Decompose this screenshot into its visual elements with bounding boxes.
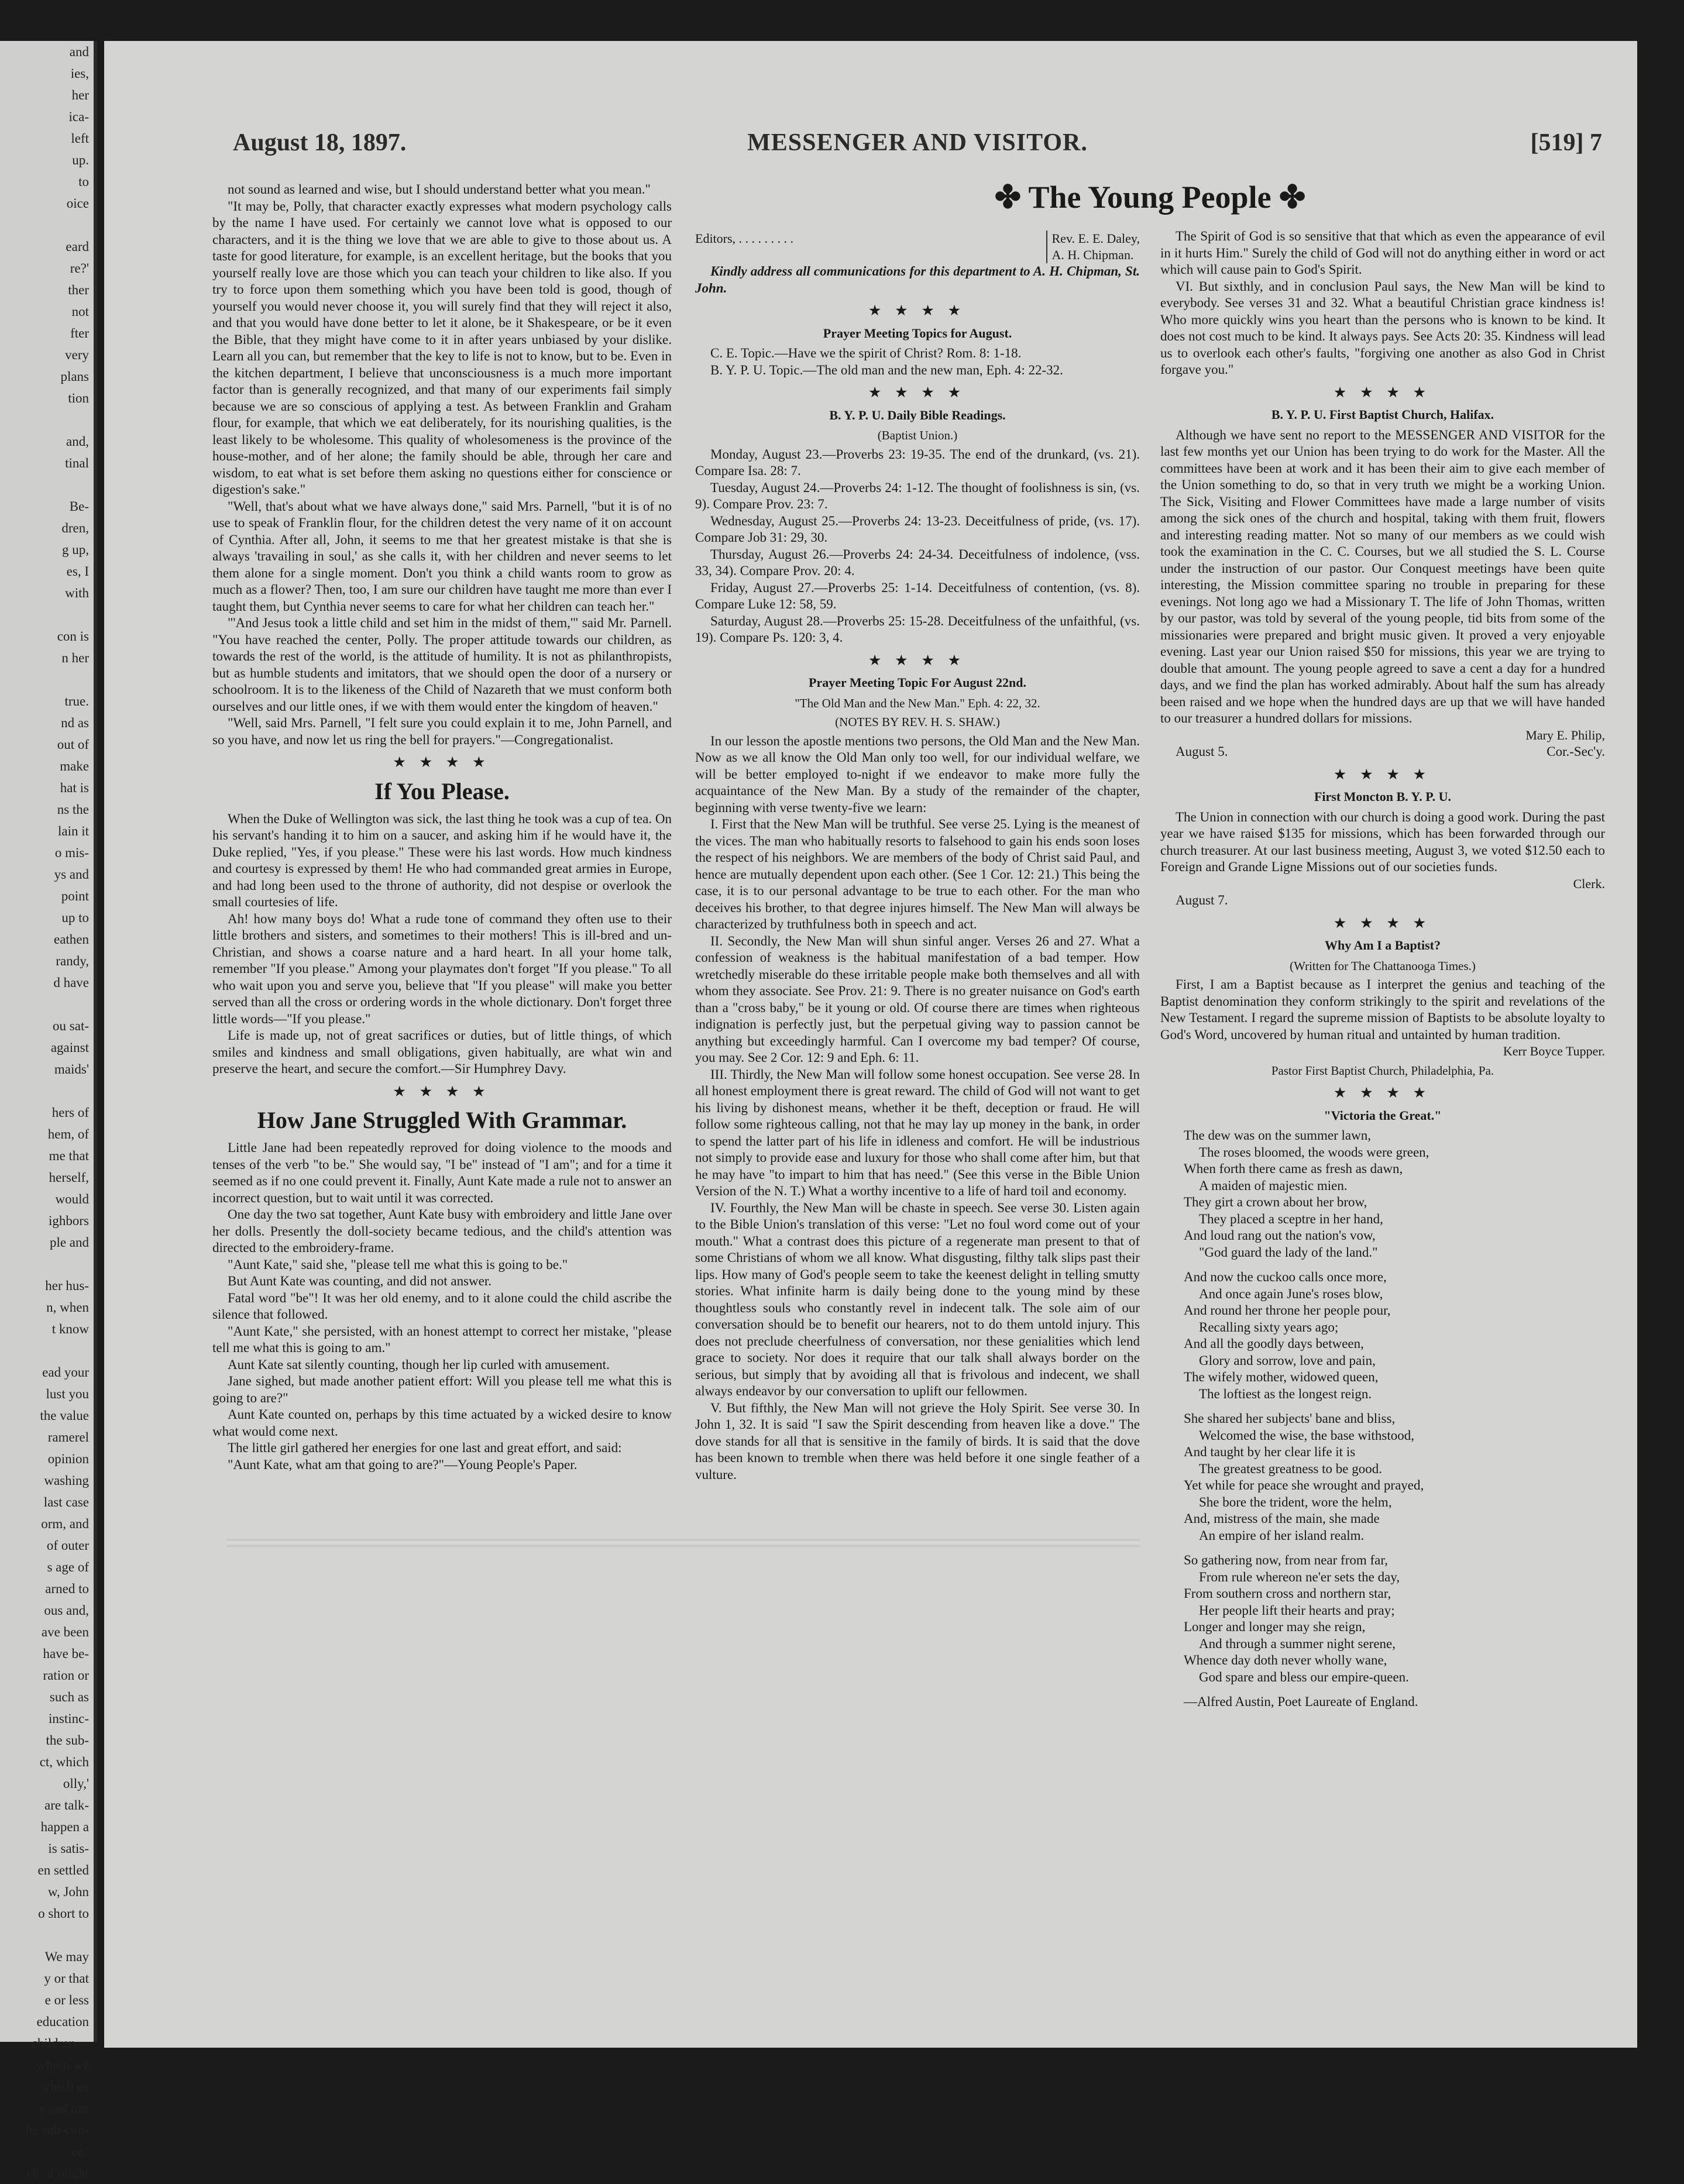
text-fragment: s and our [39, 2101, 89, 2116]
poem-line: So gathering now, from near from far, [1184, 1553, 1388, 1567]
paragraph: But Aunt Kate was counting, and did not answer. [228, 1274, 492, 1288]
text-fragment: en settled [37, 1863, 89, 1877]
text-fragment: out of [57, 737, 89, 752]
text-fragment: ell, it might [26, 2166, 89, 2180]
editor-name: A. H. Chipman. [1051, 247, 1134, 262]
text-fragment: e or less [44, 1993, 89, 2007]
text-fragment: d have [53, 975, 89, 990]
moncton-report-body: The Union in connection with our church is doing a good work. During the past year we have raised $135 for missions, which has been forwarded through our church treasurer. At our last business meeting, August 3, we voted $12.50 each to Foreign and Grande Ligne Missions out of our societies funds. [1160, 809, 1605, 874]
story-continuation [212, 181, 672, 748]
paragraph: Aunt Kate counted on, perhaps by this time actuated by a wicked desire to know what would come next. [212, 1407, 672, 1439]
halifax-report-title: B. Y. P. U. First Baptist Church, Halifax. [1271, 407, 1494, 422]
poem-line: And all the goodly days between, [1184, 1336, 1364, 1351]
text-fragment: point [61, 889, 89, 903]
paragraph: In our lesson the apostle mentions two persons, the Old Man and the New Man. Now as we all know the Old Man only too well, for our individual welfare, we will be better employed to-night if we endeavor to make more fully the acquaintance of the New Man. By a study of the remainder of the chapter, beginning with verse twenty-five we learn: [695, 733, 1140, 815]
poem-line: When forth there came as fresh as dawn, [1184, 1161, 1403, 1176]
topic-notes-byline: (NOTES BY REV. H. S. SHAW.) [835, 715, 1000, 729]
moncton-signature: Clerk. [1573, 876, 1605, 891]
poem-line: They placed a sceptre in her hand, [1199, 1211, 1383, 1226]
text-fragment: ns the [57, 802, 89, 817]
text-fragment: s age of [47, 1560, 89, 1574]
text-fragment: ica- [68, 109, 89, 124]
previous-page-edge [0, 41, 97, 2180]
paragraph: V. But fifthly, the New Man will not grieve the Holy Spirit. See verse 30. In John 1, 32. It is said "I saw the Spirit descending from heaven like a dove." The dove stands for all that is sensitive in the family of birds. It is said that the dove has been known to tremble when there was held before it one single feather of a vulture. [695, 1400, 1140, 1482]
bible-reading: Tuesday, August 24.—Proverbs 24: 1-12. The thought of foolishness is sin, (vs. 9). Compare Prov. 23: 7. [695, 480, 1140, 511]
poem-line: And through a summer night serene, [1199, 1636, 1396, 1651]
halifax-date: August 5. [1176, 744, 1228, 759]
text-fragment: last case [43, 1495, 89, 1509]
text-fragment: g up, [62, 542, 89, 557]
text-fragment [0, 214, 94, 236]
text-fragment: eathen [53, 932, 89, 947]
prayer-topics-list [695, 345, 1140, 379]
article-title-jane-grammar: How Jane Struggled With Grammar. [257, 1107, 627, 1133]
poem-line: The wifely mother, widowed queen, [1184, 1370, 1379, 1384]
paragraph: Aunt Kate sat silently counting, though her lip curled with amusement. [228, 1357, 610, 1372]
text-fragment: true. [64, 694, 89, 708]
text-fragment: very [65, 348, 89, 362]
topic-august-22-body [695, 733, 1140, 1484]
text-fragment: dren, [61, 521, 89, 535]
text-fragment: up. [72, 153, 89, 167]
paragraph: IV. Fourthly, the New Man will be chaste in speech. See verse 30. Listen again to the Bible Union's translation of this verse: "Let no foul word come out of your mouth." What a contrast does this picture of a regenerate man present to that of some Christians of whom we all know. What disgusting, filthy talk slips past their lips. How many of God's people seem to take the keenest delight in telling smutty stories. What infinite harm is daily being done to the young mind by these thoughtless souls who constantly revel in indecent talk. The sole aim of our conversation should be to benefit our hearers, not to do them untold injury. This does not preclude cheerfulness of conversation, nor these genialities which lend grace to society. Nor does it require that our talk shall always border on the serious, but simply that by avoiding all that is frivolous and indecent, we shall always endeavor by our conversation to uplift our fellowmen. [695, 1200, 1140, 1398]
text-fragment: orm, and [41, 1516, 89, 1531]
poem-line: She bore the trident, wore the helm, [1199, 1494, 1392, 1509]
text-fragment: ou sat- [53, 1019, 89, 1033]
paragraph: III. Thirdly, the New Man will follow some honest occupation. See verse 28. In all honest employment there is great reward. The child of God will not want to get his living by dishonest means, whether it be theft, deception or fraud. He will follow some righteous calling, not that he may lay up money in the bank, in order to spend the latter part of his life in idleness and comfort. He will be industrious not simply to provide ease and luxury for those who shall come after him, but that he may have "to impart to him that has need." (See this verse in the Bible Union Version of the N. T.) What a worthy incentive to a life of hard toil and economy. [695, 1067, 1140, 1198]
section-divider: ★ ★ ★ ★ [869, 385, 966, 400]
text-fragment: o short to [38, 1906, 89, 1921]
text-fragment [0, 604, 94, 625]
text-fragment: her hus- [45, 1278, 89, 1293]
column-3 [1160, 228, 1605, 1977]
text-fragment [0, 993, 94, 1015]
article-if-you-please-body [212, 811, 672, 1078]
article-title-if-you-please: If You Please. [374, 778, 510, 804]
text-fragment: ys and [54, 867, 89, 882]
text-fragment: have be- [43, 1646, 89, 1661]
text-fragment: to [78, 174, 89, 189]
why-baptist-signature-title: Pastor First Baptist Church, Philadelphia, Pa. [1271, 1063, 1494, 1078]
newspaper-page [104, 41, 1637, 2048]
poem-line: Recalling sixty years ago; [1199, 1319, 1339, 1335]
moncton-date: August 7. [1176, 893, 1228, 907]
text-fragment: up to [61, 910, 89, 925]
page-header [233, 129, 1602, 164]
text-fragment: washing [44, 1473, 89, 1488]
text-fragment: eard [66, 239, 89, 254]
page-number: [519] 7 [1530, 129, 1602, 156]
text-fragment [0, 409, 94, 431]
paragraph: Ah! how many boys do! What a rude tone of command they often use to their little brothers and sisters, and sometimes to their mothers! This is ill-bred and un-Christian, and shows a coarse nature and a hard heart. In all your home talk, remember "If you please." Among your playmates don't forget "If you please." To all who wait upon you and serve you, believe that "If you please" will make you better served than all the cross or ordering words in the whole dictionary. Don't forget three little words—"If you please." [212, 911, 672, 1026]
poem-line: From southern cross and northern star, [1184, 1586, 1391, 1601]
poem-stanza [1184, 1269, 1605, 1402]
halifax-role: Cor.-Sec'y. [1546, 744, 1605, 759]
poem-line: And, mistress of the main, she made [1184, 1511, 1380, 1526]
text-fragment: y or that [44, 1971, 89, 1986]
bible-readings-subtitle: (Baptist Union.) [877, 428, 958, 442]
poem-line: The dew was on the summer lawn, [1184, 1128, 1372, 1143]
poem-line: And loud rang out the nation's vow, [1184, 1228, 1376, 1243]
text-fragment: ther [68, 283, 89, 297]
paragraph: "Aunt Kate, what am that going to are?"—Young People's Paper. [228, 1457, 578, 1472]
text-fragment: fter [70, 326, 89, 341]
text-fragment: ple and [49, 1235, 89, 1250]
text-fragment: the value [40, 1408, 89, 1423]
paragraph: "Well, that's about what we have always done," said Mrs. Parnell, "but it is of no use to speak of Franklin flour, for the children detest the very name of it on account of Cynthia. After all, John, it seems to me that her greatest mistake is that she is always 'travailing in soul,' as she calls it, with her children and never seems to let them alone for a single moment. Don't you think a child wants room to grow as much as a flower? Then, too, I am sure our children have taught me more than ever I taught them, but Cynthia never seems to care for what her children can teach her." [212, 498, 672, 614]
section-divider: ★ ★ ★ ★ [1334, 384, 1431, 400]
bible-readings-list [695, 446, 1140, 646]
text-fragment: such as [49, 1690, 89, 1704]
section-divider: ★ ★ ★ ★ [1334, 1085, 1431, 1100]
text-fragment: opinion [47, 1452, 89, 1466]
bible-reading: Friday, August 27.—Proverbs 25: 1-14. Deceitfulness of contention, (vs. 8). Compare Luke 12: 58, 59. [695, 580, 1140, 611]
poem-line: And taught by her clear life it is [1184, 1444, 1356, 1459]
poem-line: She shared her subjects' bane and bliss, [1184, 1411, 1396, 1426]
text-fragment: instinc- [49, 1711, 89, 1726]
text-fragment: ous and, [44, 1603, 89, 1618]
bible-reading: Wednesday, August 25.—Proverbs 24: 13-23. Deceitfulness of pride, (vs. 17). Compare Job 31: 29, 30. [695, 513, 1140, 545]
paragraph: "Well, said Mrs. Parnell, "I felt sure you could explain it to me, John Parnell, and so you have, and now let us ring the bell for prayers."—Congregationalist. [212, 716, 672, 747]
text-fragment: her [71, 88, 89, 102]
poem-attribution: —Alfred Austin, Poet Laureate of England. [1184, 1694, 1418, 1709]
text-fragment: n her [61, 651, 89, 665]
text-fragment: of outer [46, 1538, 89, 1553]
text-fragment: me that [49, 1148, 89, 1163]
bible-reading: Saturday, August 28.—Proverbs 25: 15-28. Deceitfulness of the unfaithful, (vs. 19). Compare Ps. 120: 3, 4. [695, 613, 1140, 645]
poem-line: "God guard the lady of the land." [1199, 1244, 1378, 1260]
poem-line: From rule whereon ne'er sets the day, [1199, 1569, 1400, 1584]
text-fragment: hat is [60, 780, 89, 795]
text-fragment: which us [40, 2079, 89, 2094]
paragraph: not sound as learned and wise, but I should understand better what you mean." [228, 182, 651, 197]
text-fragment: the sub- [46, 1733, 89, 1748]
text-fragment: o mis- [54, 845, 89, 860]
text-fragment: es, I [66, 564, 89, 579]
text-fragment: ies, [70, 66, 89, 81]
text-fragment [0, 474, 94, 496]
text-fragment: t know [51, 1322, 89, 1336]
paragraph: "Aunt Kate," she persisted, with an honest attempt to correct her mistake, "please tell me what this is going to am." [212, 1323, 672, 1355]
halifax-signature: Mary E. Philip, [1525, 727, 1605, 742]
text-fragment: and [69, 44, 89, 59]
bible-reading: Thursday, August 26.—Proverbs 24: 24-34. Deceitfulness of indolence, (vss. 33, 34). Compare Prov. 20: 4. [695, 546, 1140, 578]
bible-readings-title: B. Y. P. U. Daily Bible Readings. [829, 407, 1006, 422]
text-fragment: tion [68, 391, 89, 405]
why-baptist-body: First, I am a Baptist because as I interpret the genius and teaching of the Baptist denomination they conform strikingly to the spirit and revelations of the New Testament. I regard the supreme mission of Baptists to be absolute loyalty to God's Word, uncovered by human ritual and untainted by human tradition. [1160, 977, 1605, 1042]
text-fragment: arned to [45, 1581, 89, 1596]
text-fragment: ave been [41, 1625, 89, 1639]
paragraph: Fatal word "be"! It was her old enemy, and to it alone could the child ascribe the silence that followed. [212, 1290, 672, 1322]
editors-line [695, 231, 1140, 263]
poem-line: And now the cuckoo calls once more, [1184, 1270, 1387, 1284]
bible-reading: Monday, August 23.—Proverbs 23: 19-35. The end of the drunkard, (vs. 21). Compare Isa. 28: 7. [695, 446, 1140, 478]
text-fragment: lust you [46, 1387, 89, 1401]
text-fragment [0, 1080, 94, 1102]
paragraph: "It may be, Polly, that character exactly expresses what modern psychology calls by the name I have used. For certainly we cannot love what is opposed to our characters, and it is the thing we love that we are able to give to those about us. A taste for good literature, for example, is an excellent heritage, but the books that you yourself really love are those which you can teach your children to like also. If you try to force upon them something which you have been told is good, though of yourself you would never choose it, you will surely find that they will reject it also, and that you would have done better to let it alone, be it Shakespeare, or be it even the Bible, that they might have come to it in after years unbiased by your dislike. Learn all you can, but remember that the key to life is not to know, but to be. Even in the kitchen department, I believe that unconsciousness is a much more important factor than is generally recognized, and that many of our experiments fail simply because we are so conscious of applying a test. As between Franklin and Graham flour, for example, that which we eat deliberately, for its nourishing qualities, is the least likely to be wholesome. This quality of wholesomeness is the province of the house-mother, and of her alone; the family should be able, through her care and wisdom, to eat what is set before them asking no questions either for conscience or digestion's sake." [212, 198, 672, 497]
why-baptist-signature: Kerr Boyce Tupper. [1503, 1044, 1605, 1058]
text-fragment: whom we [36, 2058, 89, 2072]
text-fragment: left [71, 131, 89, 146]
text-fragment: ce,' [71, 2144, 89, 2159]
text-fragment: make [60, 759, 89, 773]
text-fragment: are talk- [44, 1798, 89, 1812]
paragraph: One day the two sat together, Aunt Kate busy with embroidery and little Jane over her dolls. Presently the doll-society became tedious, and the child's attention was directed to the embroidery-frame. [212, 1207, 672, 1255]
department-title: ✤ The Young People ✤ [994, 180, 1306, 215]
poem-line: God spare and bless our empire-queen. [1199, 1669, 1409, 1684]
text-fragment: olly,' [63, 1776, 89, 1791]
why-baptist-title: Why Am I a Baptist? [1324, 938, 1441, 952]
poem-title: "Victoria the Great." [1324, 1108, 1442, 1123]
paragraph: When the Duke of Wellington was sick, the last thing he took was a cup of tea. On his servant's handing it to him on a saucer, and asking him if he would have it, the Duke replied, "Yes, if you please." These were his last words. How much kindness and courtesy is expressed by them! He who had commanded great armies in Europe, and had long been used to the throne of authority, did not despise or overlook the small courtesies of life. [212, 811, 672, 909]
text-fragment [0, 669, 94, 690]
text-fragment: hers of [51, 1105, 89, 1120]
text-fragment [0, 1340, 94, 1361]
paragraph: I. First that the New Man will be truthful. See verse 25. Lying is the meanest of the vices. The man who habitually resorts to falsehood to gain his ends soon loses the respect of his neighbors. We are members of the body of Christ said Paul, and hence are mutually dependent upon each other. (See 1 Cor. 12: 21.) This being the case, it is to our personal advantage to be true to each other. For the man who deceives his brother, to that degree injures himself. The New Man will always be characterized by truthfulness both in speech and act. [695, 817, 1140, 931]
text-fragment: against [50, 1040, 89, 1055]
section-divider: ★ ★ ★ ★ [393, 755, 491, 769]
poem-line: The greatest greatness to be good. [1199, 1461, 1382, 1476]
text-fragment: con is [57, 629, 89, 644]
poem-line: Whence day doth never wholly wane, [1184, 1653, 1387, 1667]
text-fragment: w, John [47, 1884, 89, 1899]
poem-line: The loftiest as the longest reign. [1199, 1386, 1372, 1401]
text-fragment: education [36, 2014, 89, 2029]
text-fragment: re?' [70, 261, 89, 276]
paragraph: The little girl gathered her energies for one last and great effort, and said: [228, 1440, 622, 1455]
prayer-topics-title: Prayer Meeting Topics for August. [823, 325, 1012, 341]
halifax-footer [1160, 744, 1605, 761]
text-fragment: tinal [65, 456, 89, 470]
halifax-report-body: Although we have sent no report to the MESSENGER AND VISITOR for the last few months yet our Union has been trying to do work for the Master. All the committees have been at work and it has been their aim to give each member of the Union something to do, so that in very truth we might be a working Union. The Sick, Visiting and Flower Committees have made a large number of visits among the sick ones of the church and hospital, taking with them fruit, flowers and interesting reading matter. Not so many of our members as we could wish took the examination in the C. C. Courses, but we all studied the S. L. Course under the instruction of our pastor. Our Conquest meetings have been quite interesting, the Mission committee sparing no trouble in preparing for these evenings. Not long ago we had a Missionary T. The life of John Thomas, written by our pastor, was told by several of the young people, tid bits from some of the missionaries were prepared and bright music given. It proved a very enjoyable evening. Last year our Union raised $50 for missions, this year we are trying to double that amount. The young people agreed to save a cent a day for a hundred days, and we find the plan has worked admirably. About half the sum has already been raised and we hope when the hundred days are up that we will have handed to our treasurer a hundred dollars for missions. [1160, 427, 1605, 725]
poem-line: Welcomed the wise, the base withstood, [1199, 1428, 1414, 1443]
text-fragment: and, [66, 434, 89, 449]
paragraph: II. Secondly, the New Man will shun sinful anger. Verses 26 and 27. What a confession of weakness is the habitual manifestation of a bad temper. How wretchedly miserable do these irritable people make both themselves and all with whom they associate. See Prov. 21: 9. There is no greater nuisance on God's earth than a "cross baby," be it young or old. Of course there are times when righteous indignation is perfectly just, but the perpetual giving way to passion cannot be anything but exceedingly harmful. Can I overcome my bad temper? Of course, you may. See 2 Cor. 12: 9 and Eph. 6: 11. [695, 933, 1140, 1065]
poem-line: They girt a crown about her brow, [1184, 1195, 1367, 1209]
text-fragment: ead your [42, 1365, 89, 1380]
section-divider: ★ ★ ★ ★ [869, 303, 966, 318]
text-fragment: randy, [56, 954, 89, 968]
text-fragment: ct, which [39, 1755, 89, 1769]
poem-stanza [1184, 1127, 1605, 1261]
section-divider: ★ ★ ★ ★ [393, 1084, 491, 1099]
poem-line: An empire of her island realm. [1199, 1528, 1365, 1543]
text-fragment: plans [60, 369, 89, 384]
topic-august-22-title: Prayer Meeting Topic For August 22nd. [809, 675, 1026, 690]
editors-names [1046, 231, 1140, 263]
topic-august-22-text: "The Old Man and the New Man." Eph. 4: 22, 32. [795, 696, 1040, 710]
previous-page-fragments [0, 41, 94, 2184]
text-fragment: he sub-con- [26, 2123, 89, 2137]
poem-stanza [1184, 1552, 1605, 1686]
poem-line: Yet while for peace she wrought and prayed, [1184, 1478, 1424, 1492]
poem-line: Longer and longer may she reign, [1184, 1619, 1366, 1634]
text-fragment: happen a [40, 1820, 89, 1834]
text-fragment: ration or [43, 1668, 89, 1683]
article-jane-grammar-body [212, 1140, 672, 1473]
moncton-report-title: First Moncton B. Y. P. U. [1314, 789, 1452, 804]
text-fragment: not [71, 304, 89, 319]
section-divider: ★ ★ ★ ★ [869, 652, 966, 668]
prayer-topic: B. Y. P. U. Topic.—The old man and the new man, Eph. 4: 22-32. [710, 362, 1063, 377]
poem-line: Her people lift their hearts and pray; [1199, 1602, 1395, 1618]
text-fragment: children— [31, 2036, 89, 2051]
text-fragment: Be- [69, 499, 89, 514]
paragraph: Life is made up, not of great sacrifices or duties, but of little things, of which smiles and kindness and small obligations, given habitually, are what win and preserve the heart, and secure the comfort.—Sir Humphrey Davy. [212, 1028, 672, 1076]
text-fragment: would [55, 1192, 89, 1206]
prayer-topic: C. E. Topic.—Have we the spirit of Christ? Rom. 8: 1-18. [710, 346, 1022, 360]
text-fragment: with [65, 586, 89, 600]
paragraph: Little Jane had been repeatedly reproved for doing violence to the moods and tenses of the verb "to be." She would say, "I be" instead of "I am"; and for a time it seemed as if no one could prevent it. Finally, Aunt Kate made a rule not to answer an incorrect question, but to wait until it was corrected. [212, 1140, 672, 1205]
poem-stanza [1184, 1411, 1605, 1544]
text-fragment: lain it [57, 824, 89, 838]
section-divider: ★ ★ ★ ★ [1334, 766, 1431, 782]
paragraph: The Spirit of God is so sensitive that that which as even the appearance of evil in it hurts Him." Surely the child of God will not do anything either in word or act which will cause pain to God's Spirit. [1160, 229, 1605, 277]
issue-date: August 18, 1897. [233, 129, 407, 156]
text-fragment: n, when [46, 1300, 89, 1315]
editors-label: Editors, . . . . . . . . . [695, 231, 794, 246]
text-fragment: oice [66, 196, 89, 211]
text-fragment: herself, [49, 1170, 89, 1185]
column-1 [212, 181, 672, 1977]
text-fragment: maids' [54, 1062, 89, 1076]
paragraph: VI. But sixthly, and in conclusion Paul says, the New Man will be kind to everybody. See verses 31 and 32. What a beautiful Christian grace kindness is! Who more quickly wins you heart than the persons who is known to be kind. It does not cost much to be kind. It always pays. See Acts 20: 35. Kindness will lead us to overlook each other's faults, "forgiving one another as also God in Christ forgave you." [1160, 278, 1605, 377]
column-2 [695, 228, 1140, 1977]
poem-victoria-the-great [1184, 1127, 1605, 1686]
topic-continuation [1160, 228, 1605, 379]
poem-line: And round her throne her people pour, [1184, 1303, 1391, 1318]
paragraph: "Aunt Kate," said she, "please tell me what this is going to be." [228, 1257, 568, 1272]
text-fragment: hem, of [47, 1127, 89, 1141]
text-fragment: ramerel [47, 1430, 89, 1444]
text-fragment: ighbors [49, 1213, 89, 1228]
text-fragment [0, 1924, 94, 1946]
poem-line: And once again June's roses blow, [1199, 1286, 1383, 1301]
address-note: Kindly address all communications for this department to A. H. Chipman, St. John. [695, 264, 1140, 295]
why-baptist-note: (Written for The Chattanooga Times.) [1290, 958, 1476, 973]
text-fragment: We may [44, 1949, 89, 1964]
text-fragment [0, 1253, 94, 1275]
section-divider: ★ ★ ★ ★ [1334, 915, 1431, 930]
paragraph: "'And Jesus took a little child and set him in the midst of them,'" said Mr. Parnell. "You have reached the center, Polly. The proper attitude towards our children, as towards the rest of the world, is the attitude of humility. It is not as philanthropists, but as humble students and imitators, that we should open the door of a nursery or schoolroom. It is to the likeness of the Child of Nazareth that we must conform both ourselves and our little ones, if we with them would enter the kingdom of heaven." [212, 615, 672, 714]
text-fragment: nd as [61, 716, 89, 730]
poem-line: The roses bloomed, the woods were green, [1199, 1144, 1429, 1160]
paragraph: Jane sighed, but made another patient effort: Will you please tell me what this is going to are?" [212, 1374, 672, 1405]
editor-name: Rev. E. E. Daley, [1051, 231, 1140, 246]
poem-line: A maiden of majestic mien. [1199, 1178, 1348, 1193]
masthead: MESSENGER AND VISITOR. [747, 129, 1088, 156]
text-fragment: is satis- [48, 1841, 89, 1856]
poem-line: Glory and sorrow, love and pain, [1199, 1353, 1376, 1368]
